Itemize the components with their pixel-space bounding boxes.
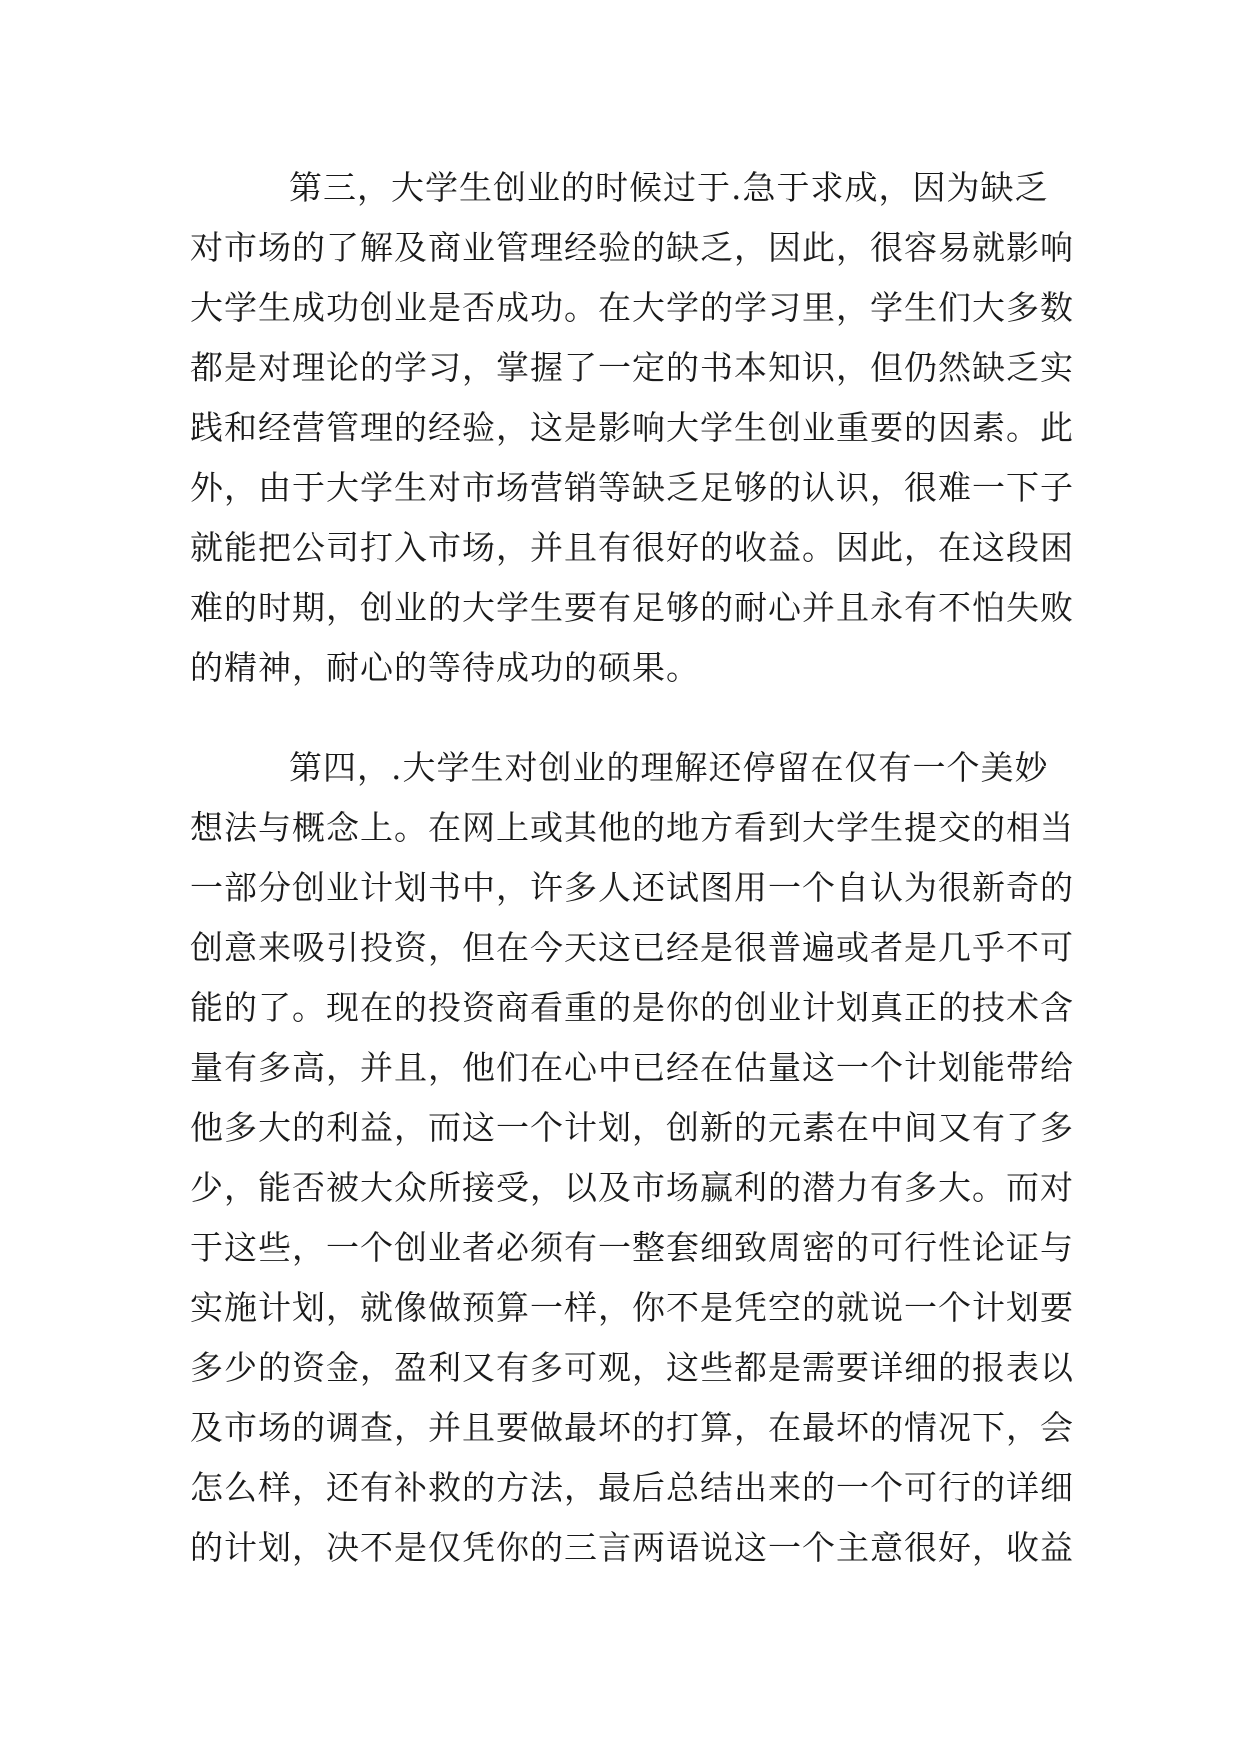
text-line: 创意来吸引投资，但在今天这已经是很普遍或者是几乎不可 (190, 928, 1074, 967)
text-line: 对市场的了解及商业管理经验的缺乏，因此，很容易就影响 (190, 228, 1074, 267)
text-line: 想法与概念上。在网上或其他的地方看到大学生提交的相当 (190, 808, 1074, 847)
text-line: 多少的资金，盈利又有多可观，这些都是需要详细的报表以 (190, 1348, 1074, 1387)
text-line: 能的了。现在的投资商看重的是你的创业计划真正的技术含 (190, 988, 1074, 1027)
text-line: 怎么样，还有补救的方法，最后总结出来的一个可行的详细 (190, 1468, 1074, 1507)
text-line: 及市场的调查，并且要做最坏的打算，在最坏的情况下，会 (190, 1408, 1074, 1447)
paragraph-third-point (190, 158, 1074, 698)
text-line: 量有多高，并且，他们在心中已经在估量这一个计划能带给 (190, 1048, 1074, 1087)
text-line: 就能把公司打入市场，并且有很好的收益。因此，在这段困 (190, 528, 1074, 567)
text-line: 大学生成功创业是否成功。在大学的学习里，学生们大多数 (190, 288, 1074, 327)
text-line: 一部分创业计划书中，许多人还试图用一个自认为很新奇的 (190, 868, 1074, 907)
paragraph-fourth-point (190, 738, 1074, 1578)
text-line: 少，能否被大众所接受，以及市场赢利的潜力有多大。而对 (190, 1168, 1074, 1207)
text-line: 难的时期，创业的大学生要有足够的耐心并且永有不怕失败 (190, 588, 1074, 627)
text-line: 第三，大学生创业的时候过于.急于求成，因为缺乏 (289, 168, 1049, 207)
text-line: 的精神，耐心的等待成功的硕果。 (190, 648, 700, 687)
text-line: 他多大的利益，而这一个计划，创新的元素在中间又有了多 (190, 1108, 1074, 1147)
text-line: 践和经营管理的经验，这是影响大学生创业重要的因素。此 (190, 408, 1074, 447)
text-line: 第四，.大学生对创业的理解还停留在仅有一个美妙 (289, 748, 1049, 787)
text-line: 实施计划，就像做预算一样，你不是凭空的就说一个计划要 (190, 1288, 1074, 1327)
text-line: 的计划，决不是仅凭你的三言两语说这一个主意很好，收益 (190, 1528, 1074, 1567)
text-line: 于这些，一个创业者必须有一整套细致周密的可行性论证与 (190, 1228, 1074, 1267)
text-line: 外，由于大学生对市场营销等缺乏足够的认识，很难一下子 (190, 468, 1074, 507)
text-line: 都是对理论的学习，掌握了一定的书本知识，但仍然缺乏实 (190, 348, 1074, 387)
